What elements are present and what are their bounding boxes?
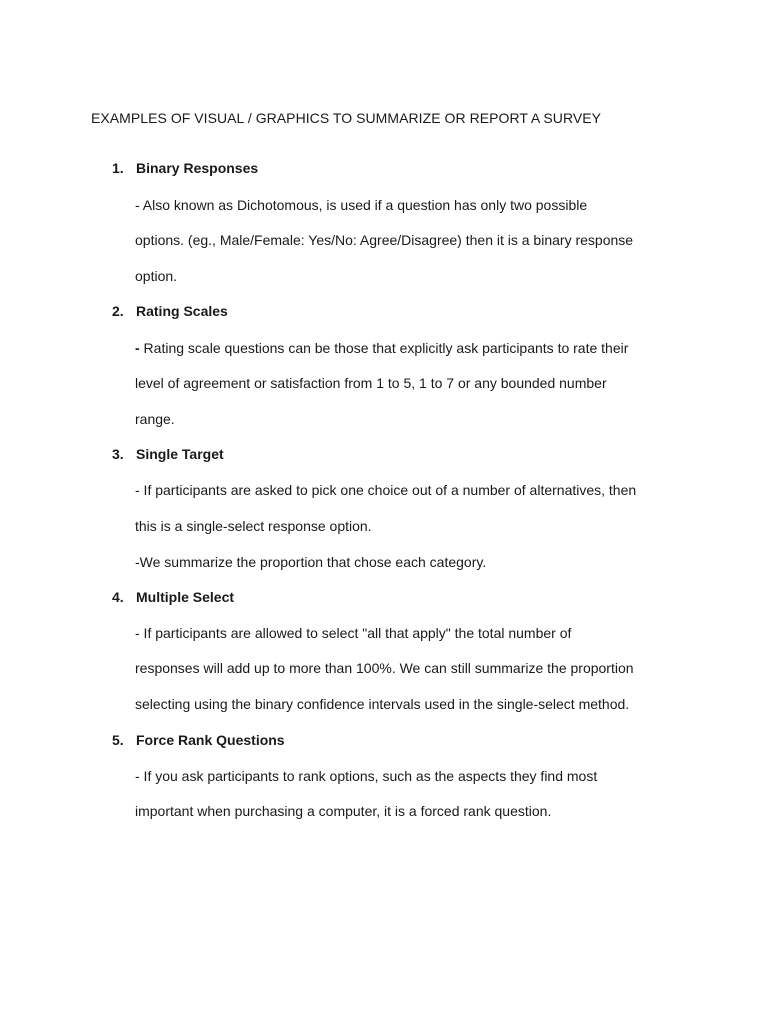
section-heading (112, 445, 224, 463)
section-number: 5. (112, 732, 124, 748)
section-body-line: level of agreement or satisfaction from 1 to 5, 1 to 7 or any bounded number (135, 375, 607, 391)
section-body-line: - Rating scale questions can be those that explicitly ask participants to rate their (135, 340, 629, 356)
section-body-line: - If participants are asked to pick one choice out of a number of alternatives, then (135, 482, 637, 498)
section-body-line: responses will add up to more than 100%. We can still summarize the proportion (135, 660, 634, 676)
section-heading-text: Force Rank Questions (136, 732, 285, 748)
section-heading-text: Binary Responses (136, 160, 259, 176)
section-number: 1. (112, 160, 124, 176)
section-heading (112, 159, 258, 177)
section-number: 4. (112, 589, 124, 605)
section-body-line: option. (135, 268, 178, 284)
section-body-line: this is a single-select response option. (135, 518, 372, 534)
section-number: 3. (112, 446, 124, 462)
section-number: 2. (112, 303, 124, 319)
section-body-line: - If participants are allowed to select "all that apply" the total number of (135, 625, 572, 641)
section-body-line: range. (135, 411, 175, 427)
section-heading (112, 302, 228, 320)
section-body-line: selecting using the binary confidence intervals used in the single-select method. (135, 696, 630, 712)
section-body-line: important when purchasing a computer, it is a forced rank question. (135, 803, 552, 819)
section-heading (112, 731, 285, 749)
section-body-line: - If you ask participants to rank options, such as the aspects they find most (135, 768, 598, 784)
document-title: EXAMPLES OF VISUAL / GRAPHICS TO SUMMARIZE OR REPORT A SURVEY (91, 110, 602, 126)
section-heading (112, 588, 234, 606)
section-heading-text: Rating Scales (136, 303, 228, 319)
section-heading-text: Multiple Select (136, 589, 235, 605)
section-body-line: options. (eg., Male/Female: Yes/No: Agree/Disagree) then it is a binary response (135, 232, 634, 248)
section-body-line: -We summarize the proportion that chose each category. (135, 554, 487, 570)
section-heading-text: Single Target (136, 446, 224, 462)
section-body-line: - Also known as Dichotomous, is used if a question has only two possible (135, 197, 588, 213)
